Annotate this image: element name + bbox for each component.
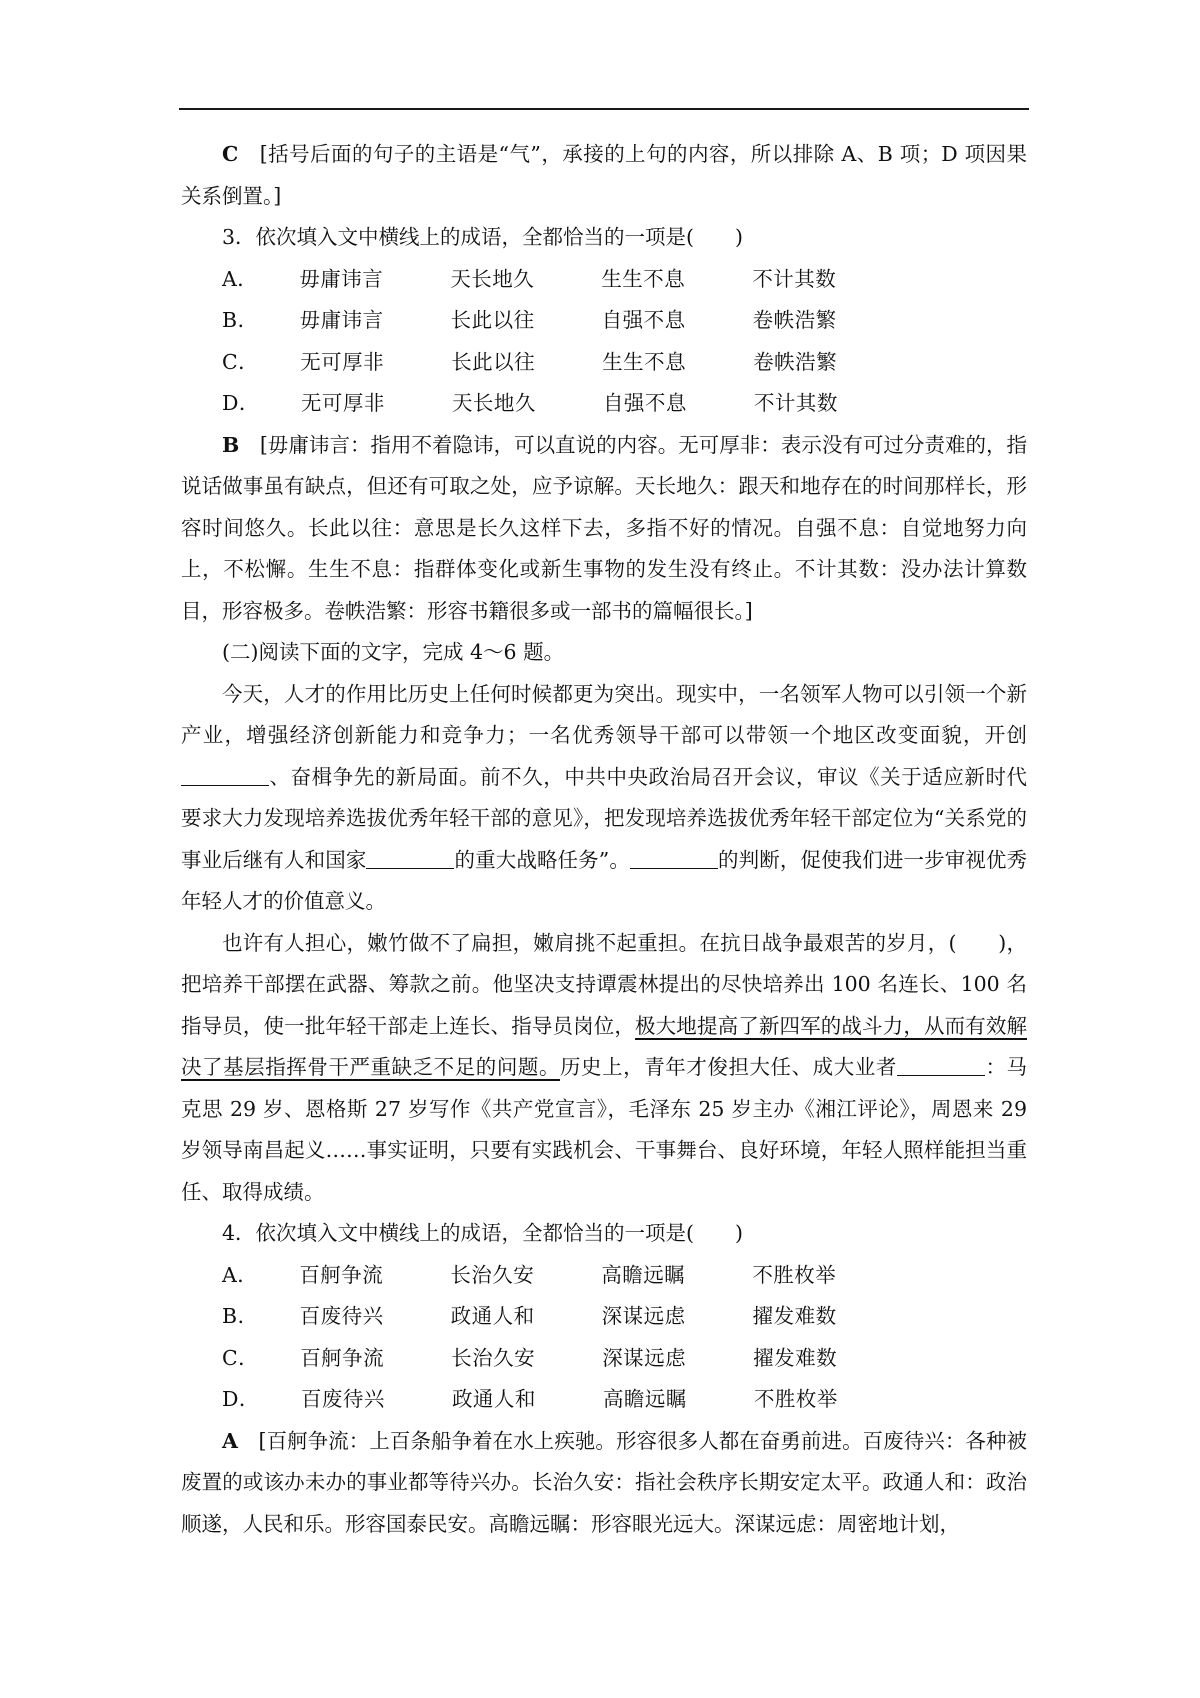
option-item: 不计其数 — [752, 266, 837, 291]
option-item: 高瞻远瞩 — [601, 1262, 686, 1287]
passage-paragraph-1 — [181, 674, 1027, 923]
answer-letter: B — [222, 432, 240, 457]
option-item: 政通人和 — [451, 1387, 536, 1411]
option-item: 长治久安 — [451, 1345, 536, 1370]
q2-answer-explanation — [181, 134, 1027, 217]
passage-text: 的重大战略任务”。 — [454, 847, 630, 872]
option-label: A． — [222, 266, 259, 291]
option-item: 生生不息 — [601, 266, 686, 291]
option-item: 深谋远虑 — [602, 1345, 687, 1370]
option-item: 无可厚非 — [300, 349, 385, 374]
option-item: 生生不息 — [602, 349, 687, 374]
option-item: 百废待兴 — [300, 1387, 385, 1411]
q4-option-a — [181, 1255, 1027, 1297]
q3-answer-explanation — [181, 425, 1027, 633]
q4-option-d — [181, 1379, 1027, 1421]
passage-text: 历史上，青年才俊担大任、成大业者 — [560, 1055, 897, 1079]
q3-option-d — [181, 383, 1027, 425]
header-rule — [179, 108, 1029, 110]
q4-option-c — [181, 1338, 1027, 1380]
option-item: 擢发难数 — [752, 1304, 837, 1328]
option-item: 百舸争流 — [300, 1345, 385, 1370]
explanation-text: [括号后面的句子的主语是“气”，承接的上句的内容，所以排除 A、B 项；D 项因果关系倒置。] — [181, 142, 1027, 208]
answer-letter: A — [222, 1428, 238, 1453]
option-item: 天长地久 — [450, 266, 535, 291]
passage-text: 今天，人才的作用比历史上任何时候都更为突出。现实中，一名领军人物可以引领一个新产业，增强经济创新能力和竞争力；一名优秀领导干部可以带领一个地区改变面貌，开创 — [181, 681, 1027, 747]
fill-blank — [181, 764, 269, 786]
option-label: C． — [222, 1345, 260, 1370]
page-content — [181, 134, 1027, 1545]
q3-option-c — [181, 342, 1027, 384]
option-item: 擢发难数 — [753, 1345, 838, 1370]
option-label: B． — [222, 1304, 259, 1328]
fill-blank — [897, 1055, 985, 1077]
fill-blank — [630, 847, 718, 869]
option-item: 毋庸讳言 — [299, 308, 384, 332]
explanation-text: [百舸争流：上百条船争着在水上疾驰。形容很多人都在奋勇前进。百废待兴：各种被废置的或该办未办的事业都等待兴办。长治久安：指社会秩序长期安定太平。政通人和：政治顺遂，人民和乐。形容国泰民安。高瞻远瞩：形容眼光远大。深谋远虑：周密地计划， — [181, 1428, 1027, 1536]
option-item: 政通人和 — [450, 1304, 535, 1328]
option-item: 百废待兴 — [299, 1304, 384, 1328]
option-item: 高瞻远瞩 — [602, 1387, 687, 1411]
passage-text: 、奋楫争先的新局面。前不久，中共中央政治局召开会议，审议《关于适应新时代要求大力发现培养选拔优秀年轻干部的意见》，把发现培养选拔优秀年轻干部定位为“关系党的事业后继有人和国家 — [181, 764, 1027, 872]
q4-answer-explanation — [181, 1421, 1027, 1546]
option-item: 不计其数 — [753, 391, 838, 415]
q3-option-b — [181, 300, 1027, 342]
answer-letter: C — [222, 142, 239, 166]
option-label: B． — [222, 308, 259, 332]
passage-paragraph-2 — [181, 923, 1027, 1214]
option-label: D． — [222, 391, 260, 415]
option-item: 不胜枚举 — [753, 1387, 838, 1411]
explanation-text: [毋庸讳言：指用不着隐讳，可以直说的内容。无可厚非：表示没有可过分责难的，指说话做事虽有缺点，但还有可取之处，应予谅解。天长地久：跟天和地存在的时间那样长，形容时间悠久。长此以往：意思是长久这样下去，多指不好的情况。自强不息：自觉地努力向上，不松懈。生生不息：指群体变化或新生事物的发生没有终止。不计其数：没办法计算数目，形容极多。卷帙浩繁：形容书籍很多或一部书的篇幅很长。] — [181, 432, 1028, 623]
option-item: 长此以往 — [450, 308, 535, 332]
option-item: 无可厚非 — [300, 391, 385, 415]
option-item: 天长地久 — [451, 391, 536, 415]
option-label: D． — [222, 1387, 260, 1411]
option-item: 卷帙浩繁 — [752, 308, 837, 332]
option-item: 卷帙浩繁 — [753, 349, 838, 374]
option-label: A． — [222, 1262, 259, 1287]
passage-text: 的判断，促使我们进一步审视优秀年轻人才的价值意义。 — [181, 847, 1028, 913]
passage-text: ：马克思 29 岁、恩格斯 27 岁写作《共产党宣言》，毛泽东 25 岁主办《湘江评论》，周恩来 29 岁领导南昌起义……事实证明，只要有实践机会、干事舞台、良好环境，年轻人照样能担当重任、取得成绩。 — [181, 1055, 1028, 1204]
option-item: 百舸争流 — [299, 1262, 384, 1287]
q3-stem: 3．依次填入文中横线上的成语，全都恰当的一项是( ) — [222, 225, 744, 249]
option-item: 毋庸讳言 — [299, 266, 384, 291]
q4-stem: 4．依次填入文中横线上的成语，全都恰当的一项是( ) — [222, 1221, 744, 1245]
option-item: 长治久安 — [450, 1262, 535, 1287]
q4-option-b — [181, 1296, 1027, 1338]
section-heading: (二)阅读下面的文字，完成 4～6 题。 — [222, 640, 565, 664]
option-item: 自强不息 — [602, 391, 687, 415]
fill-blank — [366, 847, 454, 869]
option-item: 不胜枚举 — [752, 1262, 837, 1287]
underlined-sentence: 极大地提高了新四军的战斗力，从而有效解决了基层指挥骨干严重缺乏不足的问题。 — [181, 1013, 1028, 1079]
passage-text: 也许有人担心，嫩竹做不了扁担，嫩肩挑不起重担。在抗日战争最艰苦的岁月，( )，把培养干部摆在武器、筹款之前。他坚决支持谭震林提出的尽快培养出 100 名连长、100 名指导员，使一批年轻干部走上连长、指导员岗位， — [181, 930, 1027, 1038]
option-item: 深谋远虑 — [601, 1304, 686, 1328]
option-label: C． — [222, 349, 260, 374]
option-item: 自强不息 — [601, 308, 686, 332]
option-item: 长此以往 — [451, 349, 536, 374]
q3-option-a — [181, 259, 1027, 301]
